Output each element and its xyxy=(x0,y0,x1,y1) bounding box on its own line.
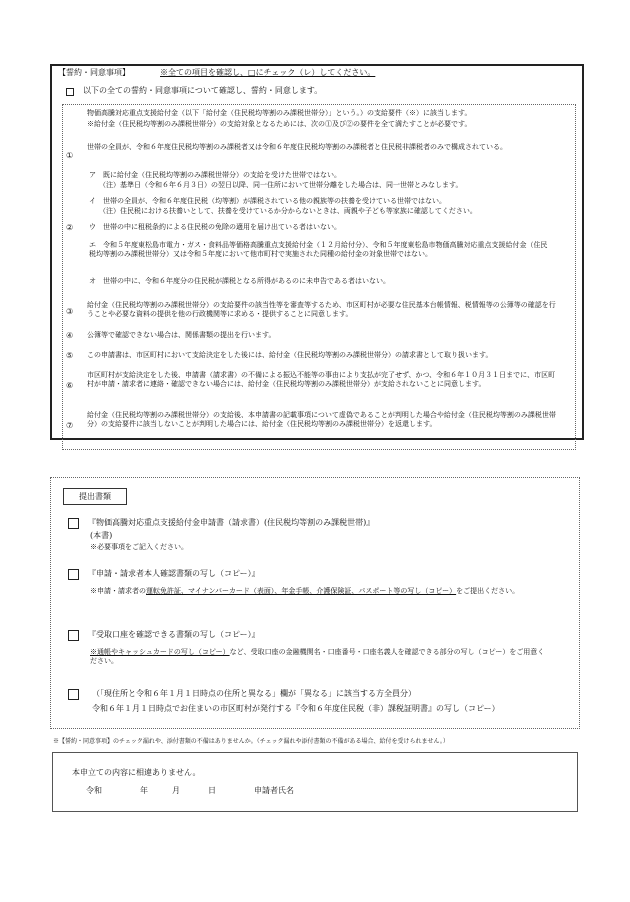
item-number: ① xyxy=(66,151,74,160)
document-note-3: ※通帳やキャッシュカードの写し（コピー）など、受取口座の金融機関名・口座番号・口座名義人を確認できる部分の写し（コピー）をご用意ください。 xyxy=(90,648,545,666)
declaration-statement: 本申立ての内容に相違ありません。 xyxy=(72,768,201,777)
date-day-label: 日 xyxy=(208,786,216,795)
date-year-label: 年 xyxy=(140,786,148,795)
all-agree-checkbox[interactable] xyxy=(66,88,74,96)
document-checkbox-4[interactable] xyxy=(68,689,79,700)
document-note-2: ※申請・請求者の運転免許証、マイナンバーカード（表面）、年金手帳、介護保険証、パスポート等の写し（コピー）をご提出ください。 xyxy=(90,587,520,595)
year-field[interactable] xyxy=(118,786,158,797)
document-checkbox-1[interactable] xyxy=(68,518,79,529)
item-number: ③ xyxy=(66,307,74,316)
item-number: ⑥ xyxy=(66,381,74,390)
item-number: ② xyxy=(66,223,74,232)
date-month-label: 月 xyxy=(172,786,180,795)
document-checkbox-3[interactable] xyxy=(68,630,79,641)
declaration-section xyxy=(52,752,578,812)
documents-heading: 提出書類 xyxy=(63,488,127,505)
item-number: ④ xyxy=(66,331,74,340)
all-agree-label: 以下の全ての誓約・同意事項について確認し、誓約・同意します。 xyxy=(83,86,323,95)
agreement-items: 物価高騰対応重点支援給付金（以下「給付金（住民税均等割のみ課税世帯分）」という。）の支給要件（※）に該当します。 ※給付金（住民税均等割のみ課税世帯分）の支給対象となるためには、次の①及び②の要件を全て満たすことが必要です。 ① 世帯の全員が、令和６年度住民税均等割のみ課税者又は令和６年度住民税均等割のみ課税者と住民税非課税者のみで構成されている。 ア 既に給付金（住民税均等割のみ課税世帯分）の支給を受けた世帯ではない。 （注）基準日（令和６年６月３日）の翌日以降、同一住所において世帯分離をした場合は、同一世帯とみなします。 イ 世帯の全員が、令和６年度住民税（均等割）が課税されている他の親族等の扶養を受けている世帯ではない。 （注）住民税における扶養いとして、扶養を受けているか分からないときは、両親や子ども等家族に確認してください。 ② ウ 世帯の中に租税条約による住民税の免除の適用を届け出ている者はいない。 エ 令和５年度東松島市電力・ガス・食料品等価格高騰重点支援給付金（１２月給付分）、令和５年度東松島市物価高騰対応重点支援給付金（住民税均等割のみ課税世帯分）又は令和５年度において他市町村で実施された同種の給付金の対象世帯ではない。 オ 世帯の中に、令和６年度分の住民税が課税となる所得があるのに未申告である者はいない。 ③ 給付金（住民税均等割のみ課税世帯分）の支給要件の該当性等を審査等するため、市区町村が必要な住民基本台帳情報、税情報等の公簿等の確認を行うことや必要な資料の提供を他の行政機関等に求める・提供することに同意します。 ④ 公簿等で確認できない場合は、関係書類の提出を行います。 ⑤ この申請書は、市区町村において支給決定をした後には、給付金（住民税均等割のみ課税世帯分）の請求書として取り扱います。 ⑥ 市区町村が支給決定をした後、申請書（請求書）の不備による振込不能等の事由により支払が完了せず、かつ、令和６年１０月３１日までに、市区町村が申請・請求者に連絡・確認できない場合には、給付金（住民税均等割のみ課税世帯分）が支給されないことに同意します。 ⑦ 給付金（住民税均等割のみ課税世帯分）の支給後、本申請書の記載事項について虚偽であることが判明した場合や給付金（住民税均等割のみ課税世帯分）の支給要件に該当しないことが判明した場合には、給付金（住民税均等割のみ課税世帯分）を返還します。 xyxy=(62,104,576,450)
document-checkbox-2[interactable] xyxy=(68,569,79,580)
applicant-name-label: 申請者氏名 xyxy=(254,786,294,795)
item-number: ⑤ xyxy=(66,351,74,360)
applicant-name-field[interactable] xyxy=(300,784,560,797)
item-number: ⑦ xyxy=(66,421,74,430)
footnote: ※【誓約・同意事項】のチェック漏れや、添付書類の不備はありませんか。（チェック漏れや添付書類の不備がある場合、給付を受けられません。） xyxy=(53,738,449,745)
instruction-box-glyph: □ xyxy=(248,68,256,77)
agreement-heading: 【誓約・同意事項】 xyxy=(58,68,130,77)
agreement-instruction: ※全ての項目を確認し、□にチェック（レ）してください。 xyxy=(160,68,376,77)
date-era: 令和 xyxy=(86,786,102,795)
